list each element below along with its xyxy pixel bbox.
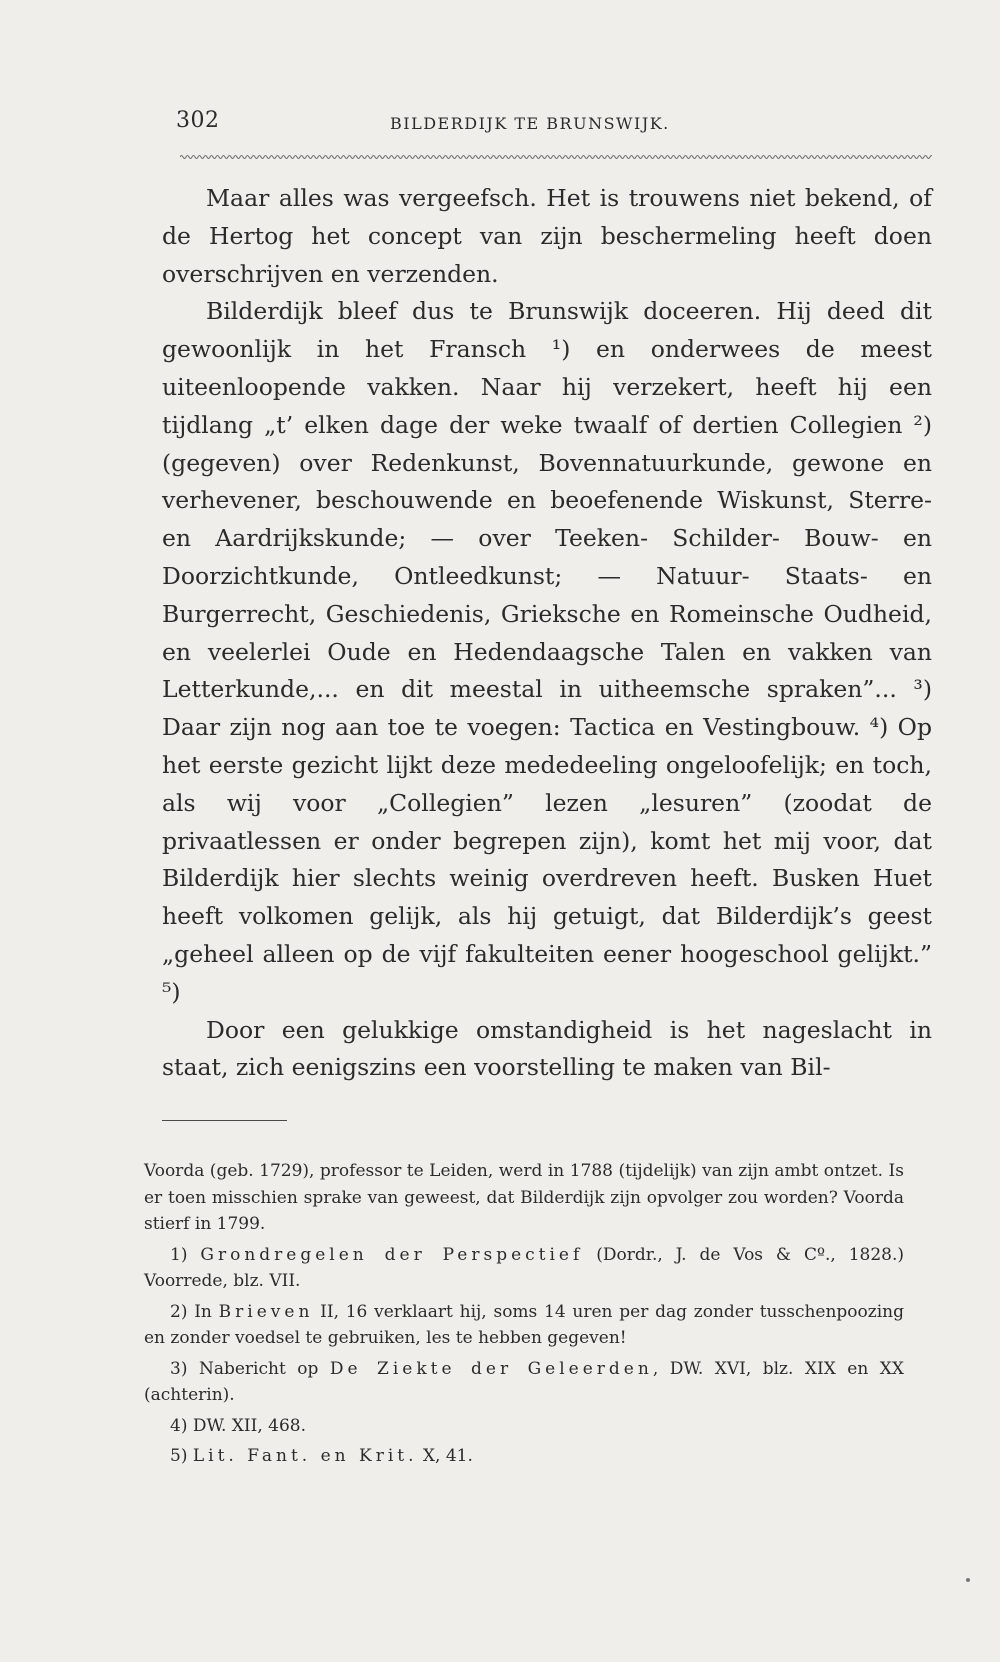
body-paragraph: Maar alles was vergeefsch. Het is trouwens niet bekend, of de Hertog het concept van zijn beschermeling heeft doen overschrijven en verzenden.	[162, 184, 932, 288]
footnote-3	[144, 1356, 904, 1409]
footnote-separator	[162, 1120, 287, 1121]
footnote-text: Nabericht op	[198, 1358, 330, 1379]
running-head: BILDERDIJK TE BRUNSWIJK.	[390, 114, 670, 133]
footnote-marker: 3)	[170, 1358, 188, 1379]
footnote-text: In	[194, 1301, 219, 1322]
footnote-text: , DW. XVI, blz. XIX en XX (achterin).	[144, 1358, 905, 1405]
footnote-marker: 1)	[170, 1244, 188, 1265]
footnote-2	[144, 1299, 904, 1352]
footnote-title: Brieven	[218, 1301, 314, 1322]
body-paragraph: Bilderdijk bleef dus te Brunswijk doceeren. Hij deed dit gewoonlijk in het Fransch ¹) en onderwees de meest uiteenloopende vakken. Naar hij verzekert, heeft hij een tijdlang „t’ elken dage der weke twaalf of dertien Collegien ²) (gegeven) over Redenkunst, Bovennatuurkunde, gewone en verhevener, beschouwende en beoefenende Wiskunst, Sterre- en Aardrijkskunde; — over Teeken- Schilder- Bouw- en Doorzichtkunde, Ontleedkunst; — Natuur- Staats- en Burgerrecht, Geschiedenis, Grieksche en Romeinsche Oudheid, en veelerlei Oude en Hedendaagsche Talen en vakken van Letterkunde,... en dit meestal in uitheemsche spraken”... ³) Daar zijn nog aan toe te voegen: Tactica en Vestingbouw. ⁴) Op het eerste gezicht lijkt deze mededeeling ongeloofelijk; en toch, als wij voor „Collegien” lezen „lesuren” (zoodat de privaatlessen er onder begrepen zijn), komt het mij voor, dat Bilderdijk hier slechts weinig overdreven heeft. Busken Huet heeft volkomen gelijk, als hij getuigt, dat Bilderdijk’s geest „geheel alleen op de vijf fakulteiten eener hoogeschool gelijkt.” ⁵)	[162, 297, 932, 1006]
footnote-text: II, 16 verklaart hij, soms 14 uren per dag zonder tusschenpoozing en zonder voedsel te gebruiken, les te hebben gegeven!	[144, 1301, 904, 1348]
page-header	[176, 104, 926, 144]
footnote-continued: Voorda (geb. 1729), professor te Leiden, werd in 1788 (tijdelijk) van zijn ambt ontzet. Is er toen misschien sprake van geweest, dat Bilderdijk zijn opvolger zou worden? Voorda stierf in 1799.	[144, 1161, 904, 1234]
body-text	[162, 180, 932, 1087]
wavy-rule-ornament	[180, 150, 932, 164]
footnote-title: Grondregelen der Perspectief	[200, 1244, 584, 1265]
footnote-1	[144, 1242, 904, 1295]
footnote-title: De Ziekte der Geleerden	[329, 1358, 653, 1379]
page-speck	[966, 1578, 970, 1582]
footnote-title: Lit. Fant. en Krit.	[192, 1446, 418, 1466]
footnotes	[144, 1158, 904, 1474]
footnote-4	[144, 1413, 904, 1440]
body-paragraph: Door een gelukkige omstandigheid is het nageslacht in staat, zich eenigszins een voorstelling te maken van Bil-	[162, 1015, 932, 1082]
footnote-5	[144, 1443, 904, 1470]
footnote-marker: 2)	[170, 1301, 188, 1322]
footnote-text: DW. XII, 468.	[192, 1415, 306, 1436]
footnote-marker: 5)	[170, 1446, 188, 1466]
footnote-marker: 4)	[170, 1415, 188, 1436]
footnote-text: X, 41.	[417, 1446, 473, 1466]
footnote-text: (Dordr., J. de Vos & Cº., 1828.) Voorrede, blz. VII.	[144, 1244, 904, 1291]
page-number: 302	[176, 108, 220, 133]
